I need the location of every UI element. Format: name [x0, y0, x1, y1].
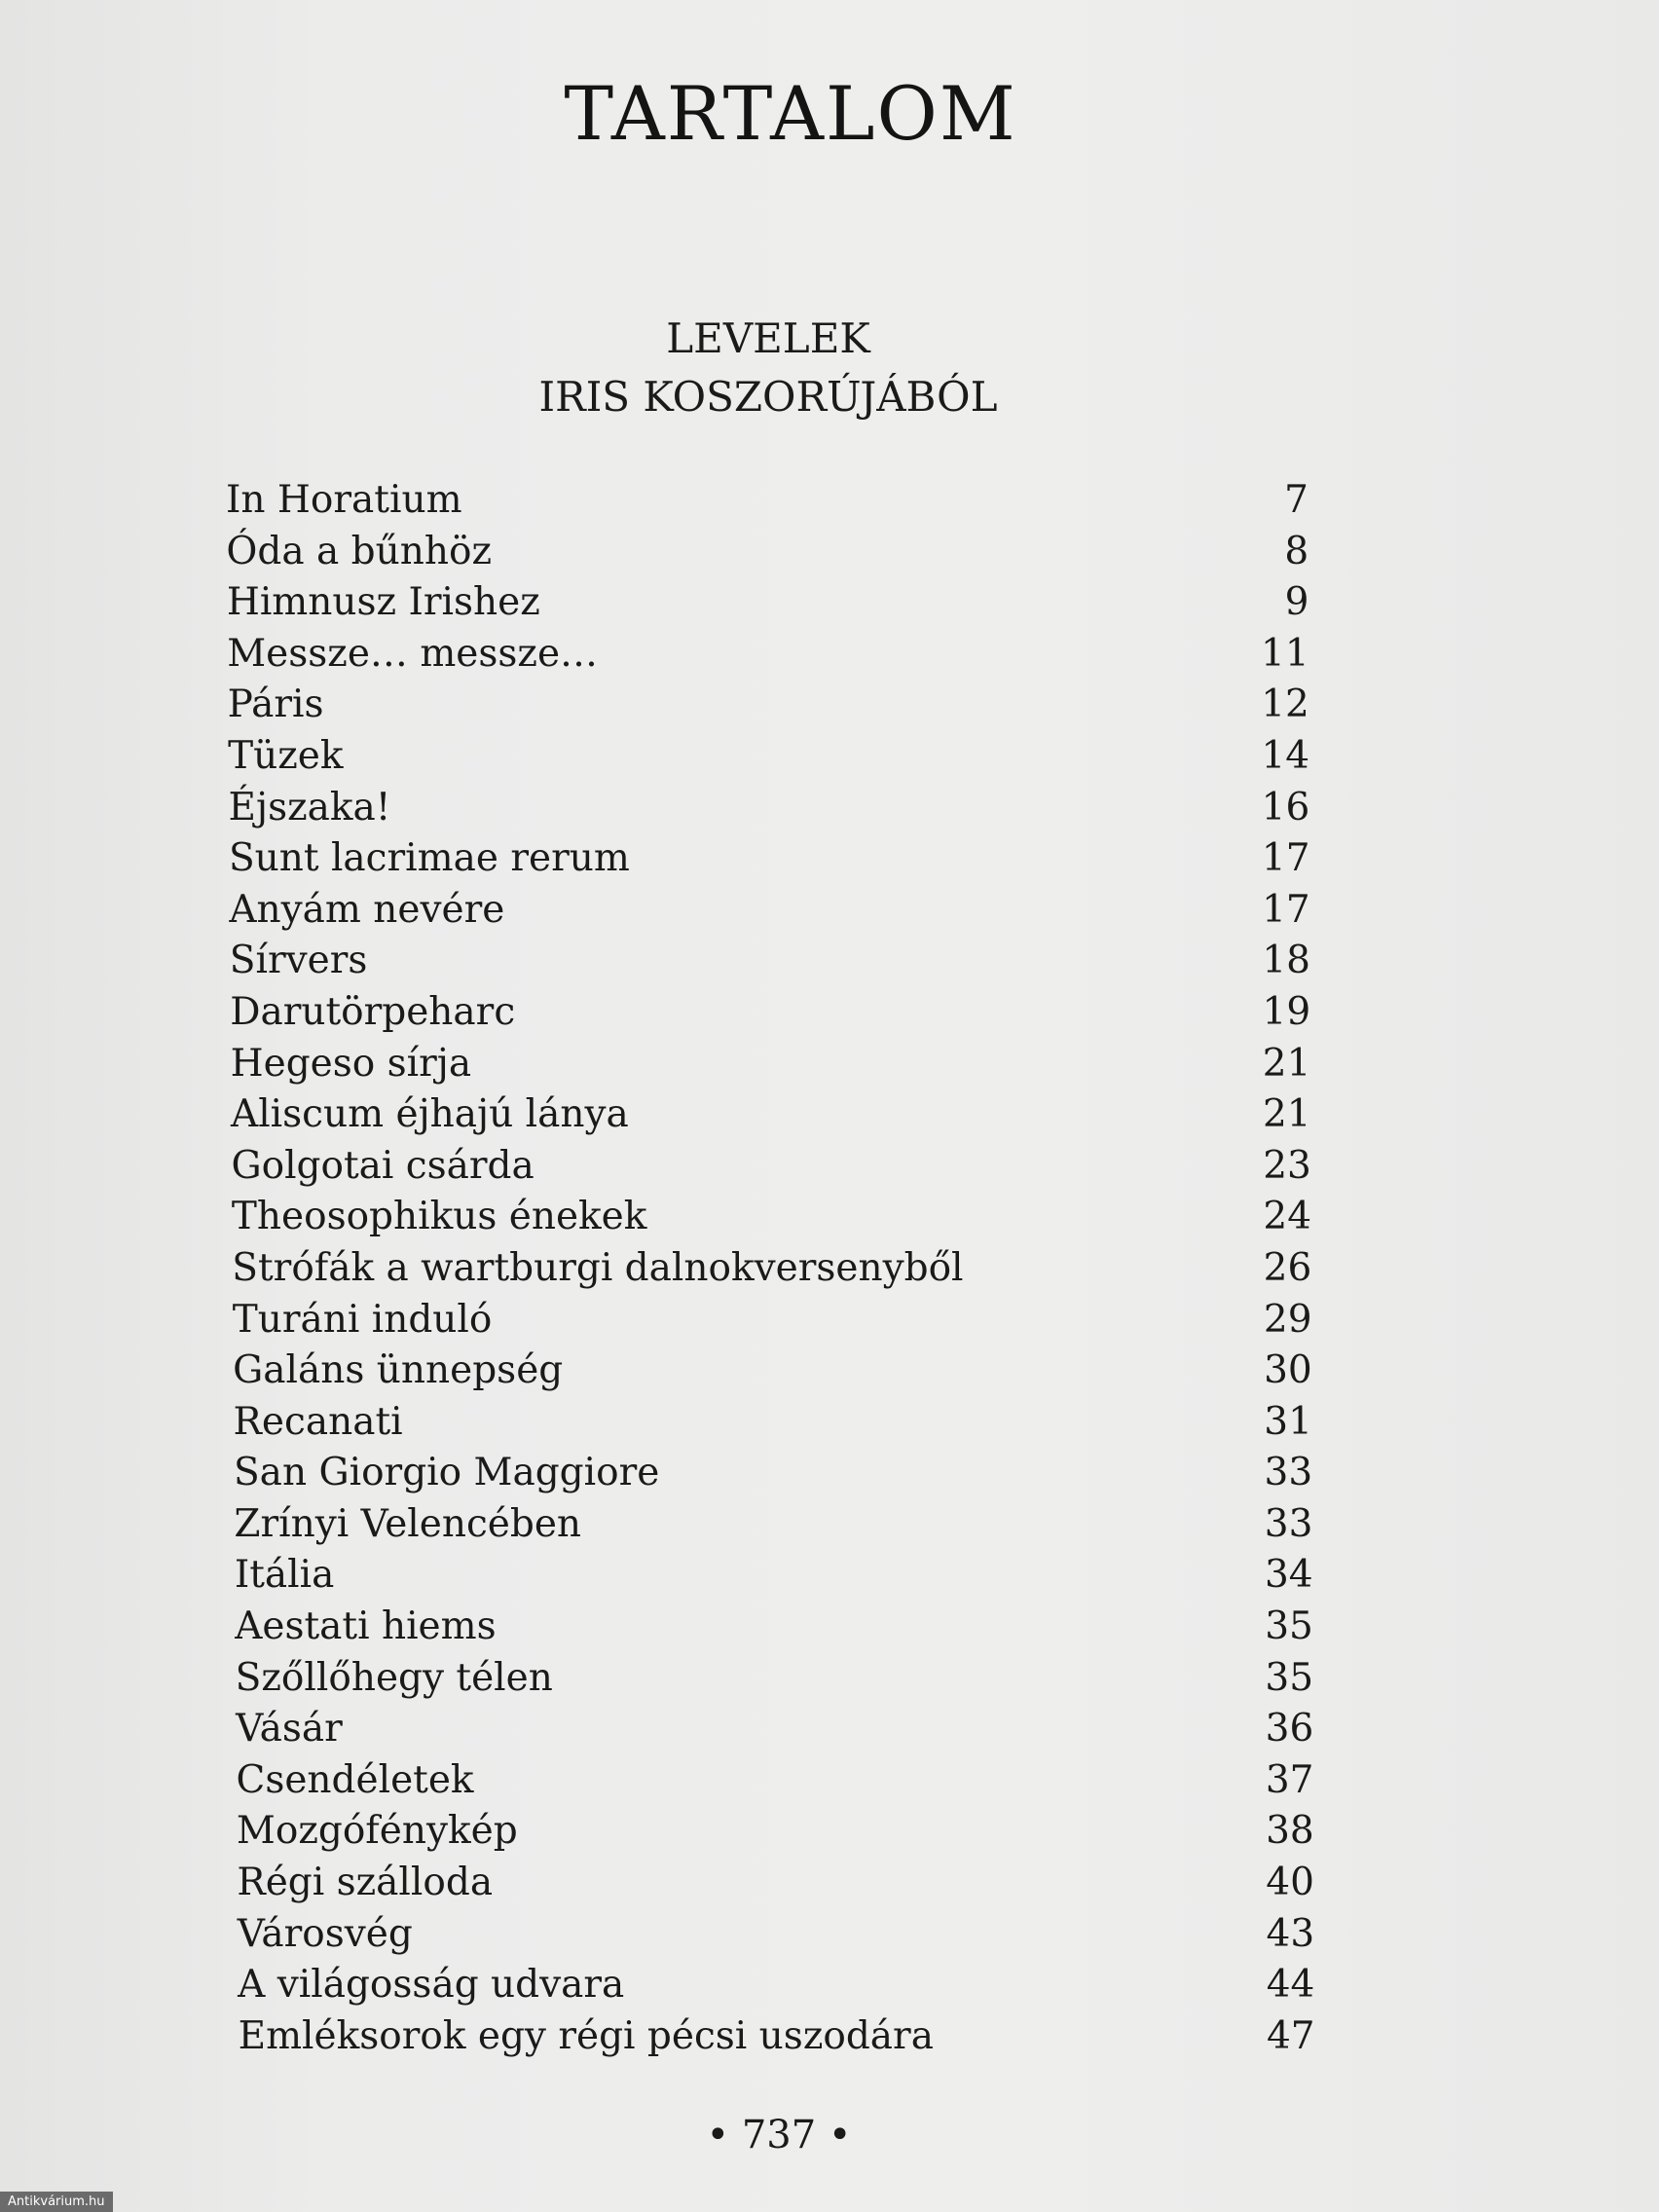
toc-entry: [229, 885, 1309, 937]
toc-entry-page-number: 37: [1265, 1757, 1314, 1802]
toc-entry-page-number: 19: [1262, 989, 1311, 1034]
toc-entry-page-number: 14: [1261, 733, 1310, 778]
toc-entry-title: Strófák a wartburgi dalnokversenyből: [232, 1245, 964, 1290]
toc-entry: [231, 1039, 1311, 1090]
toc-entry: [233, 1346, 1312, 1397]
toc-entry-page-number: 17: [1262, 887, 1310, 932]
toc-entry-page-number: 29: [1263, 1297, 1312, 1342]
toc-entry-page-number: 36: [1265, 1707, 1314, 1751]
toc-entry: [229, 833, 1310, 885]
toc-entry-page-number: 43: [1266, 1911, 1315, 1956]
toc-entry-title: Anyám nevére: [229, 887, 505, 932]
toc-entry-title: Óda a bűnhöz: [226, 529, 492, 573]
toc-entry: [226, 475, 1309, 527]
toc-entry: [234, 1397, 1312, 1449]
watermark-logo: Antikvárium.hu: [0, 2192, 113, 2212]
toc-entry-title: Messze… messze…: [227, 631, 599, 676]
toc-entry: [230, 936, 1310, 987]
toc-entry: [238, 1960, 1314, 2011]
toc-entry: [227, 577, 1309, 629]
toc-entry-page-number: 35: [1265, 1655, 1314, 1700]
toc-entry-page-number: 11: [1261, 631, 1309, 676]
toc-entry: [227, 629, 1309, 681]
toc-entry-page-number: 34: [1264, 1553, 1313, 1598]
toc-entry-title: Hegeso sírja: [230, 1041, 472, 1086]
toc-entry-title: Aestati hiems: [235, 1604, 497, 1649]
toc-entry: [232, 1243, 1311, 1295]
toc-entry-title: Sírvers: [229, 939, 368, 983]
toc-entry: [236, 1653, 1313, 1705]
toc-entry-title: Mozgófénykép: [236, 1809, 518, 1854]
toc-entry-title: Városvég: [237, 1911, 413, 1956]
toc-entry: [230, 987, 1310, 1039]
section-heading-line-2: IRIS KOSZORÚJÁBÓL: [538, 373, 998, 421]
toc-entry-page-number: 44: [1266, 1963, 1315, 2008]
toc-entry-page-number: 17: [1261, 836, 1310, 881]
toc-entry-page-number: 8: [1284, 529, 1309, 573]
toc-entry-title: In Horatium: [226, 478, 462, 522]
toc-entry-title: Turáni induló: [232, 1297, 493, 1342]
toc-entry: [237, 1755, 1314, 1807]
page-number: • 737 •: [706, 2113, 852, 2157]
toc-entry: [232, 1192, 1311, 1243]
toc-entry-title: Itália: [234, 1553, 335, 1598]
toc-entry-title: Sunt lacrimae rerum: [228, 836, 630, 881]
toc-entry-page-number: 16: [1261, 785, 1310, 830]
toc-entry-page-number: 47: [1266, 2013, 1315, 2058]
toc-entry-page-number: 31: [1264, 1399, 1312, 1444]
toc-entry: [231, 1089, 1311, 1141]
toc-entry-page-number: 23: [1263, 1143, 1311, 1188]
toc-entry: [235, 1602, 1313, 1653]
toc-entry-page-number: 33: [1264, 1451, 1313, 1495]
toc-entry-page-number: 21: [1262, 1092, 1311, 1137]
toc-entry-title: Éjszaka!: [228, 785, 391, 830]
toc-entry-title: Emléksorok egy régi pécsi uszodára: [238, 2013, 934, 2058]
toc-entry: [239, 2011, 1315, 2063]
toc-entry-title: Aliscum éjhajú lánya: [231, 1092, 629, 1137]
toc-entry-title: Darutörpeharc: [230, 989, 516, 1034]
toc-entry-title: Golgotai csárda: [231, 1143, 535, 1188]
toc-entry: [238, 1909, 1314, 1961]
toc-entry-page-number: 38: [1266, 1809, 1314, 1854]
toc-entry: [237, 1806, 1314, 1858]
toc-entry-page-number: 7: [1284, 478, 1309, 522]
toc-entry-title: Páris: [227, 682, 324, 727]
toc-entry: [231, 1141, 1310, 1193]
toc-entry: [236, 1704, 1313, 1755]
page-title: TARTALOM: [564, 70, 1017, 157]
toc-entry-page-number: 24: [1263, 1195, 1312, 1239]
toc-entry-title: Szőllőhegy télen: [235, 1655, 553, 1700]
toc-entry-page-number: 40: [1266, 1861, 1314, 1905]
table-of-contents: [226, 475, 1315, 2062]
toc-entry-title: Tüzek: [228, 733, 344, 778]
section-heading: [0, 310, 1536, 426]
toc-entry-page-number: 35: [1265, 1604, 1313, 1649]
toc-entry-page-number: 30: [1264, 1348, 1312, 1393]
toc-entry: [228, 680, 1309, 731]
toc-entry-title: Recanati: [233, 1399, 403, 1444]
section-heading-line-1: LEVELEK: [666, 314, 870, 362]
toc-entry-title: Csendéletek: [236, 1757, 474, 1802]
toc-entry: [233, 1295, 1312, 1346]
toc-entry-page-number: 12: [1261, 682, 1309, 727]
toc-entry-title: San Giorgio Maggiore: [233, 1451, 660, 1495]
toc-entry-title: Galáns ünnepség: [233, 1348, 564, 1393]
toc-entry-title: Theosophikus énekek: [231, 1195, 647, 1239]
toc-entry-title: Himnusz Irishez: [226, 580, 540, 625]
toc-entry-title: Régi szálloda: [237, 1861, 494, 1905]
toc-entry-page-number: 18: [1262, 939, 1310, 983]
toc-entry: [237, 1858, 1314, 1909]
toc-entry-page-number: 26: [1263, 1245, 1312, 1290]
toc-entry: [228, 731, 1309, 783]
toc-entry: [235, 1550, 1313, 1602]
toc-entry: [229, 783, 1310, 834]
toc-entry-page-number: 21: [1262, 1041, 1311, 1086]
toc-entry-title: A világosság udvara: [238, 1963, 625, 2008]
toc-entry-page-number: 33: [1264, 1501, 1313, 1546]
toc-entry: [234, 1448, 1312, 1499]
toc-entry-title: Vásár: [236, 1707, 343, 1751]
toc-entry: [226, 527, 1309, 578]
toc-entry: [234, 1499, 1312, 1551]
toc-entry-page-number: 9: [1284, 580, 1309, 625]
toc-entry-title: Zrínyi Velencében: [234, 1501, 582, 1546]
